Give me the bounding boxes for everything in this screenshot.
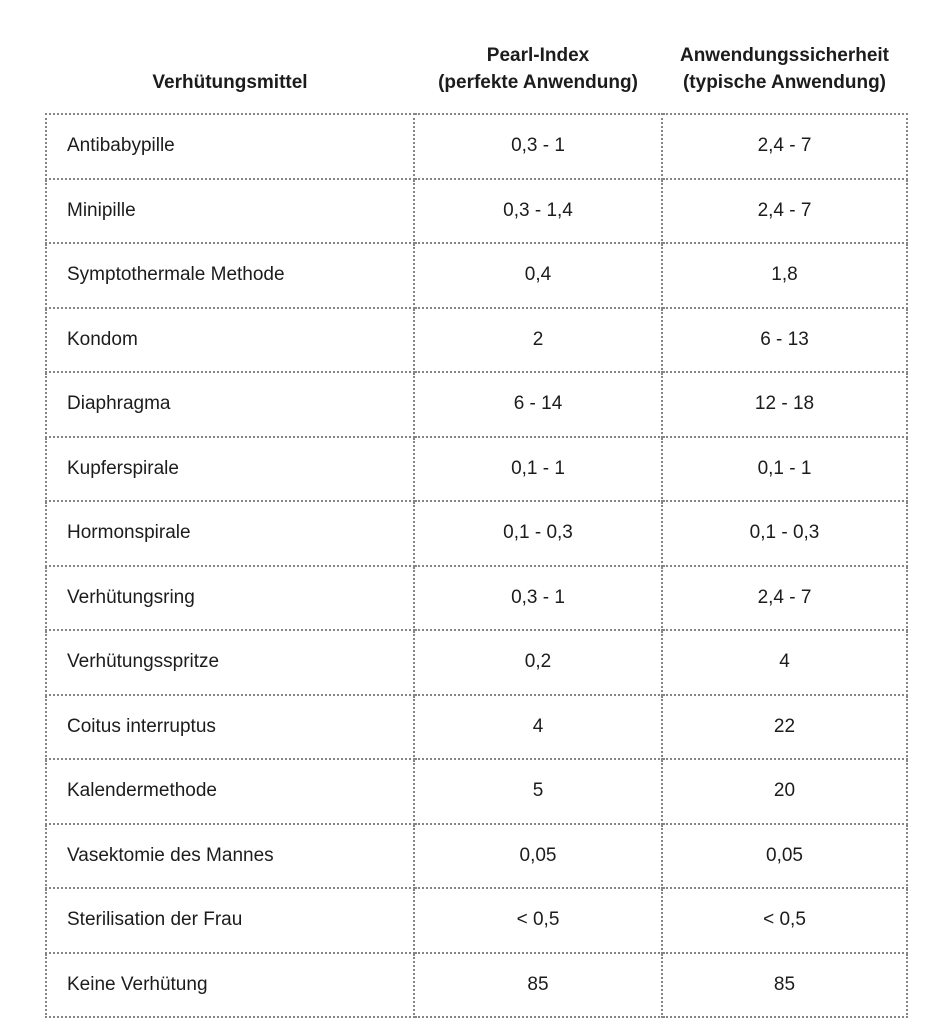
- perfect-use-cell: 0,2: [414, 630, 662, 695]
- table-row: [46, 243, 907, 308]
- perfect-use-cell: 4: [414, 695, 662, 760]
- table-row: [46, 501, 907, 566]
- table-body: [46, 114, 907, 1017]
- header-pearl-index-label: Pearl-Index: [486, 45, 590, 66]
- perfect-use-cell: 0,3 - 1: [414, 566, 662, 631]
- method-cell: Hormonspirale: [46, 501, 414, 566]
- table-row: [46, 566, 907, 631]
- method-cell: Kondom: [46, 308, 414, 373]
- typical-use-cell: 0,05: [662, 824, 907, 889]
- method-cell: Verhütungsspritze: [46, 630, 414, 695]
- pearl-index-table: [45, 0, 908, 1018]
- method-cell: Sterilisation der Frau: [46, 888, 414, 953]
- typical-use-cell: < 0,5: [662, 888, 907, 953]
- typical-use-cell: 4: [662, 630, 907, 695]
- method-cell: Kalendermethode: [46, 759, 414, 824]
- header-method-label: Verhütungsmittel: [152, 72, 308, 93]
- typical-use-cell: 1,8: [662, 243, 907, 308]
- method-cell: Antibabypille: [46, 114, 414, 179]
- perfect-use-cell: 0,05: [414, 824, 662, 889]
- table-row: [46, 953, 907, 1018]
- perfect-use-cell: 5: [414, 759, 662, 824]
- header-typical-use-sub: (typische Anwendung): [682, 72, 887, 93]
- table-row: [46, 437, 907, 502]
- method-cell: Diaphragma: [46, 372, 414, 437]
- method-cell: Verhütungsring: [46, 566, 414, 631]
- typical-use-cell: 22: [662, 695, 907, 760]
- perfect-use-cell: 0,3 - 1,4: [414, 179, 662, 244]
- method-cell: Vasektomie des Mannes: [46, 824, 414, 889]
- header-pearl-index: [414, 0, 662, 114]
- header-method: [46, 0, 414, 114]
- header-typical-use: [662, 0, 907, 114]
- typical-use-cell: 6 - 13: [662, 308, 907, 373]
- table-row: [46, 888, 907, 953]
- table-row: [46, 372, 907, 437]
- table-row: [46, 630, 907, 695]
- table-header: [46, 0, 907, 114]
- typical-use-cell: 85: [662, 953, 907, 1018]
- typical-use-cell: 0,1 - 1: [662, 437, 907, 502]
- method-cell: Symptothermale Methode: [46, 243, 414, 308]
- typical-use-cell: 20: [662, 759, 907, 824]
- perfect-use-cell: 0,4: [414, 243, 662, 308]
- method-cell: Coitus interruptus: [46, 695, 414, 760]
- perfect-use-cell: 6 - 14: [414, 372, 662, 437]
- perfect-use-cell: 2: [414, 308, 662, 373]
- method-cell: Kupferspirale: [46, 437, 414, 502]
- perfect-use-cell: 85: [414, 953, 662, 1018]
- table-row: [46, 179, 907, 244]
- typical-use-cell: 2,4 - 7: [662, 179, 907, 244]
- typical-use-cell: 0,1 - 0,3: [662, 501, 907, 566]
- method-cell: Minipille: [46, 179, 414, 244]
- perfect-use-cell: 0,1 - 0,3: [414, 501, 662, 566]
- header-pearl-index-sub: (perfekte Anwendung): [438, 72, 638, 93]
- perfect-use-cell: < 0,5: [414, 888, 662, 953]
- table-row: [46, 759, 907, 824]
- typical-use-cell: 2,4 - 7: [662, 566, 907, 631]
- perfect-use-cell: 0,3 - 1: [414, 114, 662, 179]
- table-row: [46, 308, 907, 373]
- typical-use-cell: 12 - 18: [662, 372, 907, 437]
- typical-use-cell: 2,4 - 7: [662, 114, 907, 179]
- perfect-use-cell: 0,1 - 1: [414, 437, 662, 502]
- header-typical-use-label: Anwendungssicherheit: [679, 45, 890, 66]
- table-row: [46, 114, 907, 179]
- table-row: [46, 824, 907, 889]
- method-cell: Keine Verhütung: [46, 953, 414, 1018]
- table-row: [46, 695, 907, 760]
